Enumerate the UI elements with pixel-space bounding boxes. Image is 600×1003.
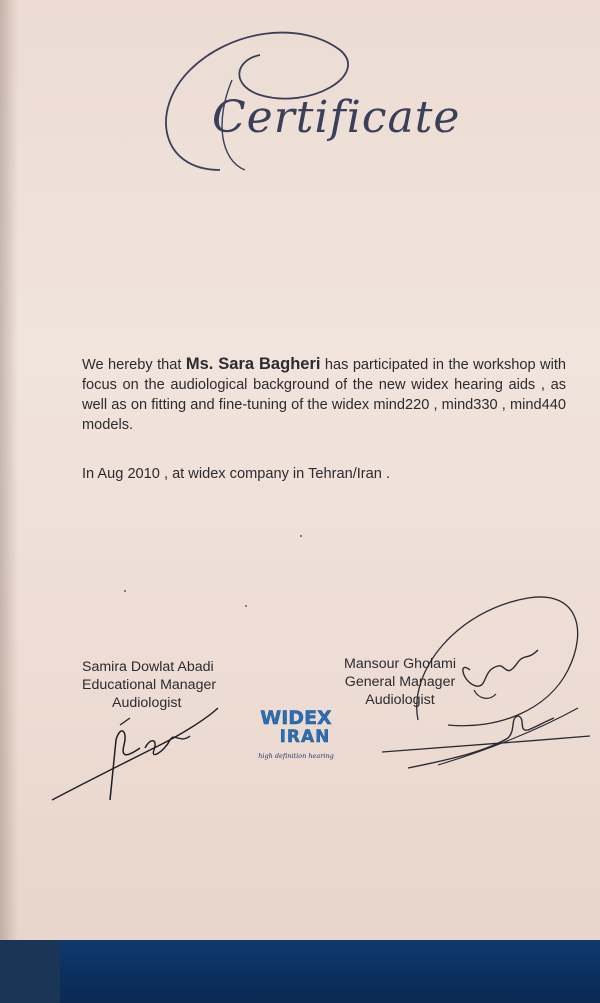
paper-speck [300, 535, 302, 537]
left-signature-icon [50, 700, 230, 810]
logo-tagline: high definition hearing [258, 752, 334, 760]
paper-speck [245, 605, 247, 607]
left-signatory-name: Samira Dowlat Abadi [82, 659, 214, 675]
right-signatory-role: General Manager [344, 674, 456, 690]
body-intro: We hereby that [82, 357, 182, 373]
paper-speck [124, 590, 126, 592]
certificate-title-block [150, 20, 461, 200]
date-location-line: In Aug 2010 , at widex company in Tehran/Iran . [82, 466, 391, 482]
left-signatory-role: Educational Manager [82, 677, 217, 693]
certificate-title: Certificate [212, 92, 461, 143]
footer-band [0, 940, 600, 1003]
certificate-body [82, 354, 566, 435]
widex-iran-logo [248, 708, 344, 770]
left-signatory-title: Audiologist [112, 695, 182, 711]
logo-line1: WIDEX [260, 707, 332, 729]
right-signature-icon [378, 590, 600, 780]
page-edge-shadow [0, 0, 18, 940]
footer-inset [0, 940, 60, 1003]
logo-line2: IRAN [279, 727, 331, 747]
body-rest: has participated in the workshop with focus on the audiological background of the new widex hearing aids , as well as on fitting and fine-tuning of the widex mind220 , mind330 , mind440 models. [82, 357, 566, 433]
right-signatory-name: Mansour Gholami [344, 656, 456, 672]
recipient-name: Ms. Sara Bagheri [185, 355, 321, 373]
right-signatory-title: Audiologist [365, 692, 435, 708]
